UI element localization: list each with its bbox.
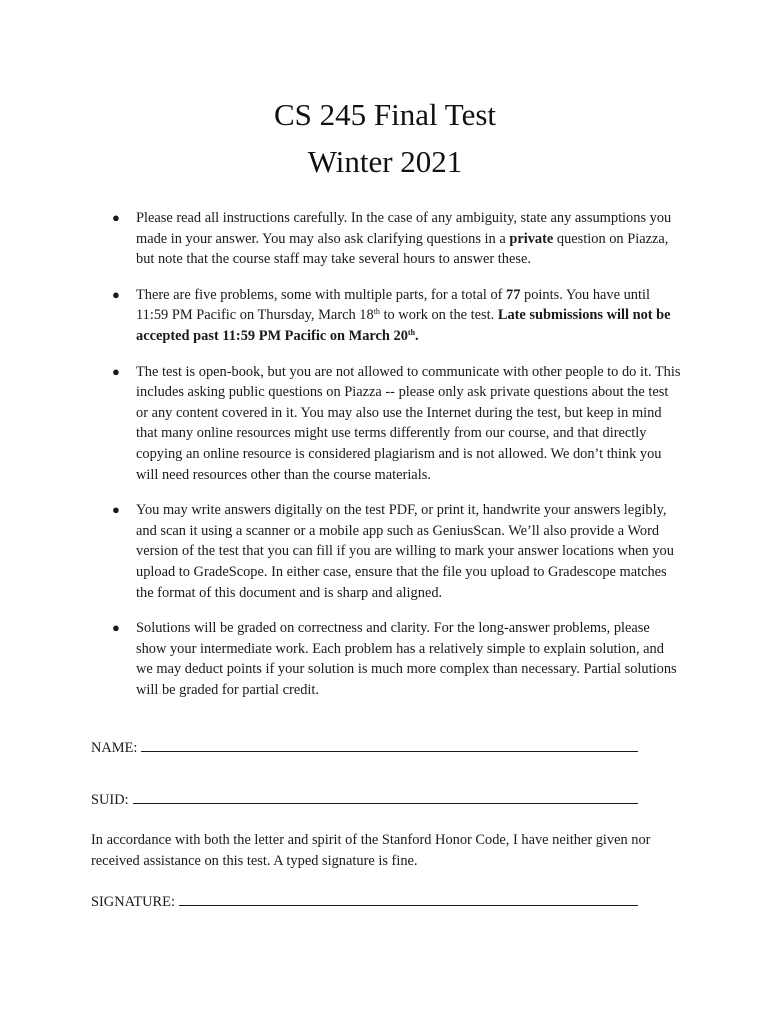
name-input-line[interactable]: [141, 737, 638, 752]
instruction-text: There are five problems, some with multiple parts, for a total of: [136, 286, 507, 303]
bullet-icon: ●: [112, 286, 120, 302]
suid-input-line[interactable]: [133, 789, 638, 804]
instructions-list: [112, 208, 681, 715]
instruction-text: Please read all instructions carefully. In the case of any ambiguity, state any assumptions you made in your answer. You may also ask clarifying questions in a: [136, 210, 672, 247]
bullet-icon: ●: [112, 502, 120, 518]
suid-label: SUID:: [91, 792, 129, 808]
instruction-text: The test is open-book, but you are not allowed to communicate with other people to do it. This includes asking public questions on Piazza -- please only ask private questions about the test or any content covered in it. You may also use the Internet during the test, but keep in mind that many online resources might use terms differently from our course, and that directly copying an online resource is considered plagiarism and is not allowed. We don’t think you will need resources other than the course materials.: [136, 363, 681, 483]
signature-input-line[interactable]: [179, 891, 638, 906]
honor-code-statement: In accordance with both the letter and spirit of the Stanford Honor Code, I have neither given nor received assistance on this test. A typed signature is fine.: [91, 832, 651, 869]
signature-field: [91, 891, 638, 912]
instruction-text: to work on the test.: [379, 307, 498, 324]
instruction-item-5: [112, 618, 681, 700]
instruction-emphasis: Late submissions will not be accepted past 11:59 PM Pacific on March 20: [136, 307, 671, 344]
exam-title: CS 245 Final Test: [273, 97, 497, 132]
exam-term: Winter 2021: [307, 144, 463, 179]
bullet-icon: ●: [112, 210, 120, 225]
ordinal-suffix: th: [407, 327, 416, 337]
instruction-text: question on Piazza, but note that the course staff may take several hours to answer these.: [136, 230, 669, 268]
instruction-text: Solutions will be graded on correctness and clarity. For the long-answer problems, please show your intermediate work. Each problem has a relatively simple to explain solution, and we may deduct points if your solution is much more complex than necessary. Partial solutions will be graded for partial credit.: [136, 620, 677, 698]
instruction-emphasis: .: [415, 327, 419, 344]
signature-label: SIGNATURE:: [91, 894, 175, 910]
instruction-text: points. You have until 11:59 PM Pacific on Thursday, March 18: [136, 286, 650, 324]
instruction-emphasis: private: [509, 230, 554, 247]
instruction-item-4: [112, 500, 681, 603]
suid-field: [91, 789, 638, 810]
instruction-emphasis: 77: [506, 286, 521, 303]
name-field: [91, 737, 638, 758]
instruction-text: You may write answers digitally on the test PDF, or print it, handwrite your answers legibly, and scan it using a scanner or a mobile app such as GeniusScan. We’ll also provide a Word version of the test that you can fill if you are willing to mark your answer locations when you upload to GradeScope. In either case, ensure that the file you upload to Gradescope matches the format of this document and is sharp and aligned.: [136, 502, 674, 601]
bullet-icon: ●: [112, 620, 120, 636]
instruction-item-1: [112, 208, 681, 270]
ordinal-suffix: th: [373, 307, 380, 317]
name-label: NAME:: [91, 740, 138, 756]
instruction-item-2: [112, 285, 681, 347]
instruction-item-3: [112, 362, 681, 486]
bullet-icon: ●: [112, 363, 120, 379]
